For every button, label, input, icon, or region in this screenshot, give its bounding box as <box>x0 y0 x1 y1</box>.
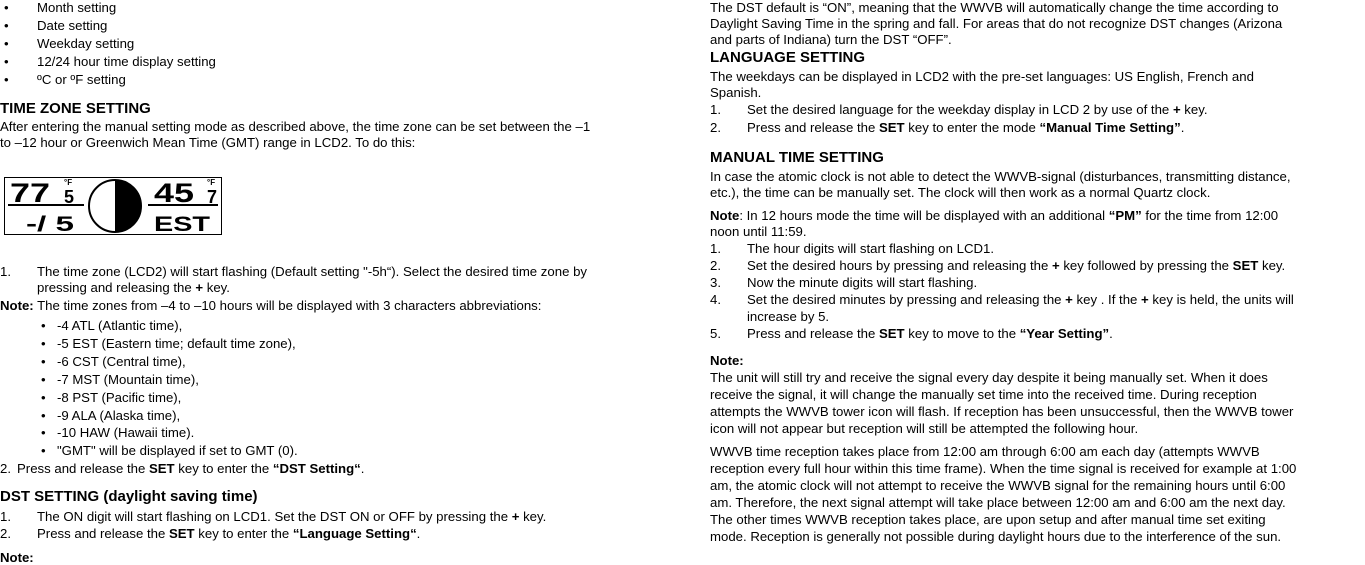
manual-note-line-2: noon until 11:59. <box>710 224 807 239</box>
manual-time-line-2: etc.), the time can be manually set. The clock will then work as a normal Quartz clock. <box>710 185 1211 200</box>
lcd-outdoor-unit: °F <box>207 178 216 187</box>
lcd-display-illustration <box>4 177 222 235</box>
language-step-2: Press and release the SET key to enter the mode “Manual Time Setting”. <box>747 120 1185 135</box>
dst-note-label: Note: <box>0 550 34 565</box>
manual-step-2-number: 2. <box>710 258 721 273</box>
settings-list-item: Weekday setting <box>37 36 135 51</box>
reception-note-line-2: receive the signal, it will change the manually set time into the received time. During reception <box>710 387 1257 402</box>
reception-note-label: Note: <box>710 353 744 368</box>
manual-step-3: Now the minute digits will start flashing. <box>747 275 978 290</box>
bullet-icon: • <box>41 335 46 351</box>
manual-step-1: The hour digits will start flashing on LCD1. <box>747 241 995 256</box>
wwvb-line-6: mode. Reception is generally not possible during daylight hours due to the interference of the sun. <box>710 529 1282 544</box>
wwvb-line-3: am, the atomic clock will not attempt to receive the WWVB signal for the remaining hours until 6:00 <box>710 478 1286 493</box>
bullet-icon: • <box>4 18 9 33</box>
bullet-icon: • <box>4 0 9 15</box>
bullet-icon: • <box>41 371 46 387</box>
lcd-outdoor-temp: 45 <box>154 178 194 208</box>
language-step-2-number: 2. <box>710 120 721 135</box>
lcd-indoor-temp-decimal: 5 <box>64 187 75 207</box>
tz-step-1-line-2: pressing and releasing the + key. <box>37 280 230 295</box>
manual-step-1-number: 1. <box>710 241 721 256</box>
wwvb-line-2: reception every full hour within this time frame). When the time signal is received for example at 1:00 <box>710 461 1297 476</box>
tz-paragraph-line-1: After entering the manual setting mode as described above, the time zone can be set between the –1 <box>0 119 591 134</box>
tz-step-1-number: 1. <box>0 264 11 279</box>
lcd-outdoor-temp-decimal: 7 <box>207 187 218 207</box>
tz-paragraph-line-2: to –12 hour or Greenwich Mean Time (GMT) range in LCD2. To do this: <box>0 135 416 150</box>
dst-default-line-2: Daylight Saving Time in the spring and fall. For areas that do not recognize DST changes (Arizona <box>710 16 1283 31</box>
wwvb-line-4: am. Therefore, the next signal attempt will take place between 12:00 am and 6:00 am the next day. <box>710 495 1286 510</box>
settings-list-item: Date setting <box>37 18 108 33</box>
dst-step-2-number: 2. <box>0 526 11 541</box>
dst-default-line-3: and parts of Indiana) turn the DST “OFF”. <box>710 32 952 47</box>
manual-step-4: Set the desired minutes by pressing and releasing the + key . If the + key is held, the units will <box>747 292 1294 307</box>
language-step-1-number: 1. <box>710 102 721 117</box>
manual-step-4-number: 4. <box>710 292 721 307</box>
moon-phase-icon <box>89 180 141 232</box>
time-zone-item: -6 CST (Central time), <box>57 353 186 369</box>
dst-heading: DST SETTING (daylight saving time) <box>0 488 258 505</box>
time-zone-heading: TIME ZONE SETTING <box>0 100 151 117</box>
settings-list-item: Month setting <box>37 0 117 15</box>
manual-step-5: Press and release the SET key to move to the “Year Setting”. <box>747 326 1113 341</box>
time-zone-item: -4 ATL (Atlantic time), <box>57 318 183 333</box>
lcd-indoor-temp: 77 <box>10 178 50 208</box>
reception-note-line-1: The unit will still try and receive the signal every day despite it being manually set. When it does <box>710 370 1268 385</box>
time-zone-item: -5 EST (Eastern time; default time zone), <box>57 335 296 351</box>
tz-note: Note: The time zones from –4 to –10 hours will be displayed with 3 characters abbreviations: <box>0 298 542 313</box>
time-zone-item: "GMT" will be displayed if set to GMT (0). <box>57 443 298 459</box>
reception-note-line-4: icon will not appear but reception will still be attempted the following hour. <box>710 421 1139 436</box>
language-heading: LANGUAGE SETTING <box>710 49 866 66</box>
manual-note-line-1: Note: In 12 hours mode the time will be displayed with an additional “PM” for the time from 12:00 <box>710 208 1279 223</box>
bullet-icon: • <box>41 318 46 333</box>
bullet-icon: • <box>4 72 9 87</box>
time-zone-item: -9 ALA (Alaska time), <box>57 407 181 423</box>
dst-default-line-1: The DST default is “ON”, meaning that the WWVB will automatically change the time according to <box>710 0 1279 15</box>
bullet-icon: • <box>41 425 46 441</box>
time-zone-item: -7 MST (Mountain time), <box>57 371 199 387</box>
manual-step-2: Set the desired hours by pressing and releasing the + key followed by pressing the SET key. <box>747 258 1286 273</box>
dst-step-1: The ON digit will start flashing on LCD1. Set the DST ON or OFF by pressing the + key. <box>37 509 547 524</box>
manual-step-4-line-2: increase by 5. <box>747 309 830 324</box>
lcd-indoor-unit: °F <box>64 178 73 187</box>
wwvb-line-5: The other times WWVB reception takes place, are upon setup and after manual time set exiting <box>710 512 1266 527</box>
dst-step-2: Press and release the SET key to enter the “Language Setting“. <box>37 526 421 541</box>
tz-step-1-line-1: The time zone (LCD2) will start flashing (Default setting "-5h“). Select the desired time zone by <box>37 264 587 279</box>
language-step-1: Set the desired language for the weekday display in LCD 2 by use of the + key. <box>747 102 1208 117</box>
settings-list-item: ºC or ºF setting <box>37 72 126 87</box>
lcd-timezone-value: -/ 5 <box>26 213 75 235</box>
manual-time-heading: MANUAL TIME SETTING <box>710 149 884 166</box>
dst-step-1-number: 1. <box>0 509 11 524</box>
tz-step-2: 2. Press and release the SET key to enter the “DST Setting“. <box>0 461 365 476</box>
time-zone-item: -8 PST (Pacific time), <box>57 389 182 405</box>
language-line-2: Spanish. <box>710 85 762 100</box>
bullet-icon: • <box>41 353 46 369</box>
manual-step-5-number: 5. <box>710 326 721 341</box>
settings-list-item: 12/24 hour time display setting <box>37 54 216 69</box>
bullet-icon: • <box>4 54 9 69</box>
reception-note-line-3: attempts the WWVB tower icon will flash. If reception has been unsuccessful, then the WWVB tower <box>710 404 1294 419</box>
manual-step-3-number: 3. <box>710 275 721 290</box>
manual-time-line-1: In case the atomic clock is not able to detect the WWVB-signal (disturbances, transmitting distance, <box>710 169 1291 184</box>
bullet-icon: • <box>41 443 46 459</box>
bullet-icon: • <box>41 389 46 405</box>
bullet-icon: • <box>4 36 9 51</box>
lcd-timezone-abbrev: EST <box>154 213 211 235</box>
wwvb-line-1: WWVB time reception takes place from 12:00 am through 6:00 am each day (attempts WWVB <box>710 444 1260 459</box>
time-zone-item: -10 HAW (Hawaii time). <box>57 425 195 441</box>
language-line-1: The weekdays can be displayed in LCD2 with the pre-set languages: US English, French and <box>710 69 1254 84</box>
bullet-icon: • <box>41 407 46 423</box>
